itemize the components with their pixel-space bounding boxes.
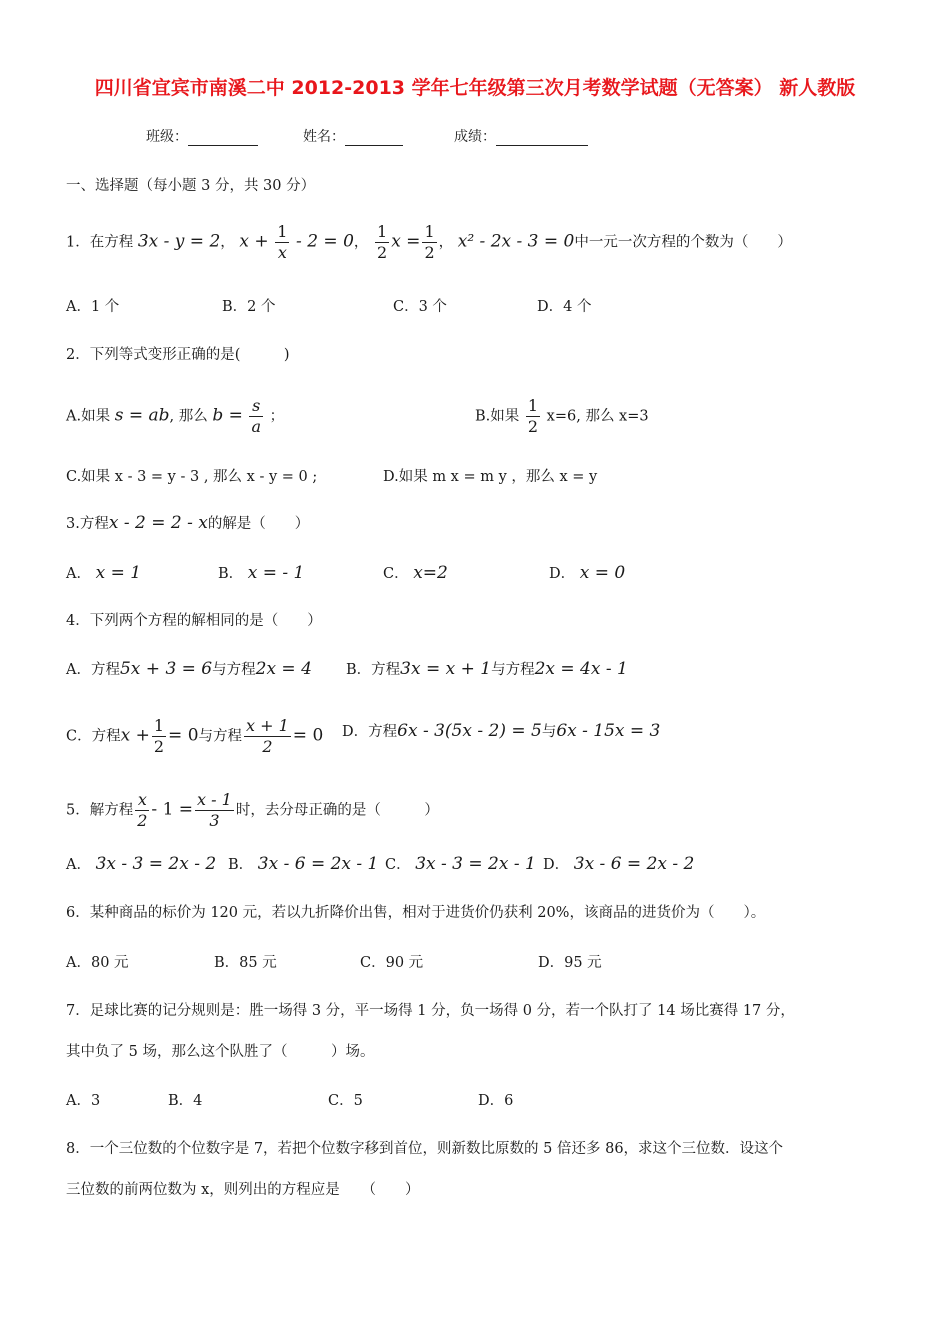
question-1-stem [66,222,792,263]
q2-b-end: x=6, 那么 x=3 [546,408,649,425]
q1-sep: ， [438,234,454,251]
q2-a-prefix: A.如果 [66,408,111,425]
q3-option-a [66,562,141,585]
q6-option-d: D．95 元 [538,955,602,971]
option-eq1: 3x = x + 1 [400,659,492,679]
option-mid: 与方程 [491,662,535,678]
q6-option-c: C．90 元 [360,955,424,971]
denominator: 2 [377,243,388,262]
denominator: 3 [209,811,220,830]
score-field [454,128,588,146]
numerator: x + 1 [246,716,289,735]
q7-option-d: D．6 [478,1093,514,1109]
option-value: 3x - 3 = 2x - 1 [415,854,536,874]
q1-prefix: 1．在方程 [66,234,134,251]
option-letter: A． [66,857,91,873]
option-eq1: 6x - 3(5x - 2) = 5 [397,721,542,741]
numerator: 1 [277,222,288,241]
q1-fraction-2 [375,222,389,263]
section-heading: 一、选择题（每小题 3 分，共 30 分） [66,178,316,194]
question-2-stem: 2．下列等式变形正确的是( ) [66,347,290,363]
q2-b-fraction [526,396,540,437]
denominator: 2 [424,243,435,262]
numerator: x - 1 [197,790,232,809]
q1-fraction-3 [422,222,436,263]
q4-option-d [342,720,660,743]
q1-option-a: A．1 个 [66,299,120,315]
q1-equation-3: x = [391,231,421,252]
denominator: 2 [527,417,539,436]
numerator: 1 [377,222,388,241]
q5-option-a [66,853,216,876]
page-title: 四川省宜宾市南溪二中 2012-2013 学年七年级第三次月考数学试题（无答案） 新人教版 [94,77,856,99]
q1-option-b: B．2 个 [222,299,276,315]
option-letter: D． [543,857,570,873]
q5-prefix: 5．解方程 [66,802,134,819]
numerator: 1 [153,716,165,735]
option-letter: B． [228,857,254,873]
name-blank [345,130,403,146]
option-prefix: A．方程 [66,662,120,678]
numerator: s [249,396,263,417]
question-5-stem [66,790,439,831]
q3-prefix: 3.方程 [66,516,109,532]
denominator: 2 [262,737,273,756]
q1-sep: ， [220,234,235,251]
option-prefix: C．方程 [66,728,121,745]
option-prefix: B．方程 [346,662,401,678]
q3-option-c [383,562,448,585]
q2-option-d: D.如果 m x = m y ，那么 x = y [383,469,598,485]
score-label: 成绩： [454,129,496,145]
option-letter: B． [218,566,244,582]
denominator: 2 [137,811,148,830]
q4-option-b [346,658,628,681]
numerator: 1 [424,222,435,241]
q1-option-c: C．3 个 [393,299,447,315]
q5-option-d [543,853,694,876]
q5-fraction-2 [195,790,234,831]
q2-a-eq2: b = [212,405,243,426]
q2-b-prefix: B.如果 [475,408,520,425]
question-6-stem: 6．某种商品的标价为 120 元，若以九折降价出售，相对于进货价仍获利 20%，该商品的进货价为（ ）。 [66,905,766,921]
q1-sep: ， [353,234,369,251]
q1-fraction-1 [275,222,289,263]
q1-equation-1: 3x - y = 2 [137,231,221,252]
class-label: 班级： [146,129,188,145]
denominator: x [277,243,287,262]
q5-option-b [228,853,378,876]
q4-option-a [66,658,312,681]
class-field [146,128,258,146]
q3-option-b [218,562,304,585]
q5-fraction-1 [135,790,149,831]
q2-a-mid: , 那么 [169,408,208,425]
q5-tail: 时，去分母正确的是（ ） [235,802,439,819]
name-field [303,128,403,146]
q7-option-a: A．3 [66,1093,101,1109]
q4-option-c [66,716,323,757]
option-value: x = 0 [579,563,626,583]
score-blank [496,130,588,146]
option-eq-c: = 0 [292,725,324,746]
name-label: 姓名： [303,129,345,145]
q1-equation-2b: - 2 = 0 [296,231,354,252]
question-8-stem-line-1: 8．一个三位数的个位数字是 7，若把个位数字移到首位，则新数比原数的 5 倍还多 86，求这个三位数．设这个 [66,1141,784,1157]
q1-equation-2a: x + [239,231,269,252]
option-value: 3x - 6 = 2x - 1 [257,854,379,874]
option-eq2: 2x = 4x - 1 [534,659,628,679]
option-value: x=2 [413,563,448,583]
q1-equation-4: x² - 2x - 3 = 0 [457,231,575,252]
option-mid: 与方程 [212,662,256,678]
question-3-stem [66,512,309,535]
denominator: 2 [153,737,165,756]
class-blank [188,130,258,146]
option-eq-a: x + [120,725,150,746]
numerator: x [135,790,149,811]
q7-option-c: C．5 [328,1093,363,1109]
denominator: a [251,417,262,436]
q1-option-d: D．4 个 [537,299,592,315]
option-eq-b: = 0 [168,725,199,746]
question-4-stem: 4．下列两个方程的解相同的是（ ） [66,613,322,629]
question-7-stem-line-1: 7．足球比赛的记分规则是：胜一场得 3 分，平一场得 1 分，负一场得 0 分，若一个队打了 14 场比赛得 17 分， [66,1003,795,1019]
q6-option-a: A．80 元 [66,955,129,971]
q3-option-d [549,562,625,585]
option-eq2: 2x = 4 [255,659,312,679]
option-eq1: 5x + 3 = 6 [119,659,213,679]
option-value: x = 1 [95,563,142,583]
option-eq2: 6x - 15x = 3 [556,721,661,741]
q4-c-fraction-1 [152,716,166,757]
option-prefix: D．方程 [342,724,398,740]
option-letter: D． [549,566,576,582]
option-value: 3x - 6 = 2x - 2 [573,854,695,874]
option-letter: C． [385,857,411,873]
question-8-stem-line-2: 三位数的前两位数为 x，则列出的方程应是 （ ） [66,1182,420,1198]
q3-tail: 的解是（ ） [207,516,310,532]
option-letter: C． [383,566,409,582]
q2-option-a [66,396,284,437]
q2-option-c: C.如果 x - 3 = y - 3 , 那么 x - y = 0 ; [66,469,318,485]
q2-a-fraction [249,396,263,437]
q6-option-b: B．85 元 [214,955,277,971]
q4-c-fraction-2 [244,716,291,757]
q2-a-end: ； [269,408,285,425]
numerator: 1 [527,396,539,415]
question-7-stem-line-2: 其中负了 5 场，那么这个队胜了（ ）场。 [66,1044,375,1060]
q3-equation: x - 2 = 2 - x [108,513,208,533]
option-letter: A． [66,566,91,582]
q7-option-b: B．4 [168,1093,203,1109]
option-value: 3x - 3 = 2x - 2 [95,854,217,874]
q2-a-eq1: s = ab [114,405,170,426]
q5-mid: - 1 = [151,799,194,820]
option-value: x = - 1 [247,563,305,583]
q1-tail: 中一元一次方程的个数为（ ） [574,234,792,251]
option-mid: 与 [541,724,557,740]
option-mid: 与方程 [198,728,243,745]
q5-option-c [385,853,536,876]
q2-option-b [475,396,649,437]
